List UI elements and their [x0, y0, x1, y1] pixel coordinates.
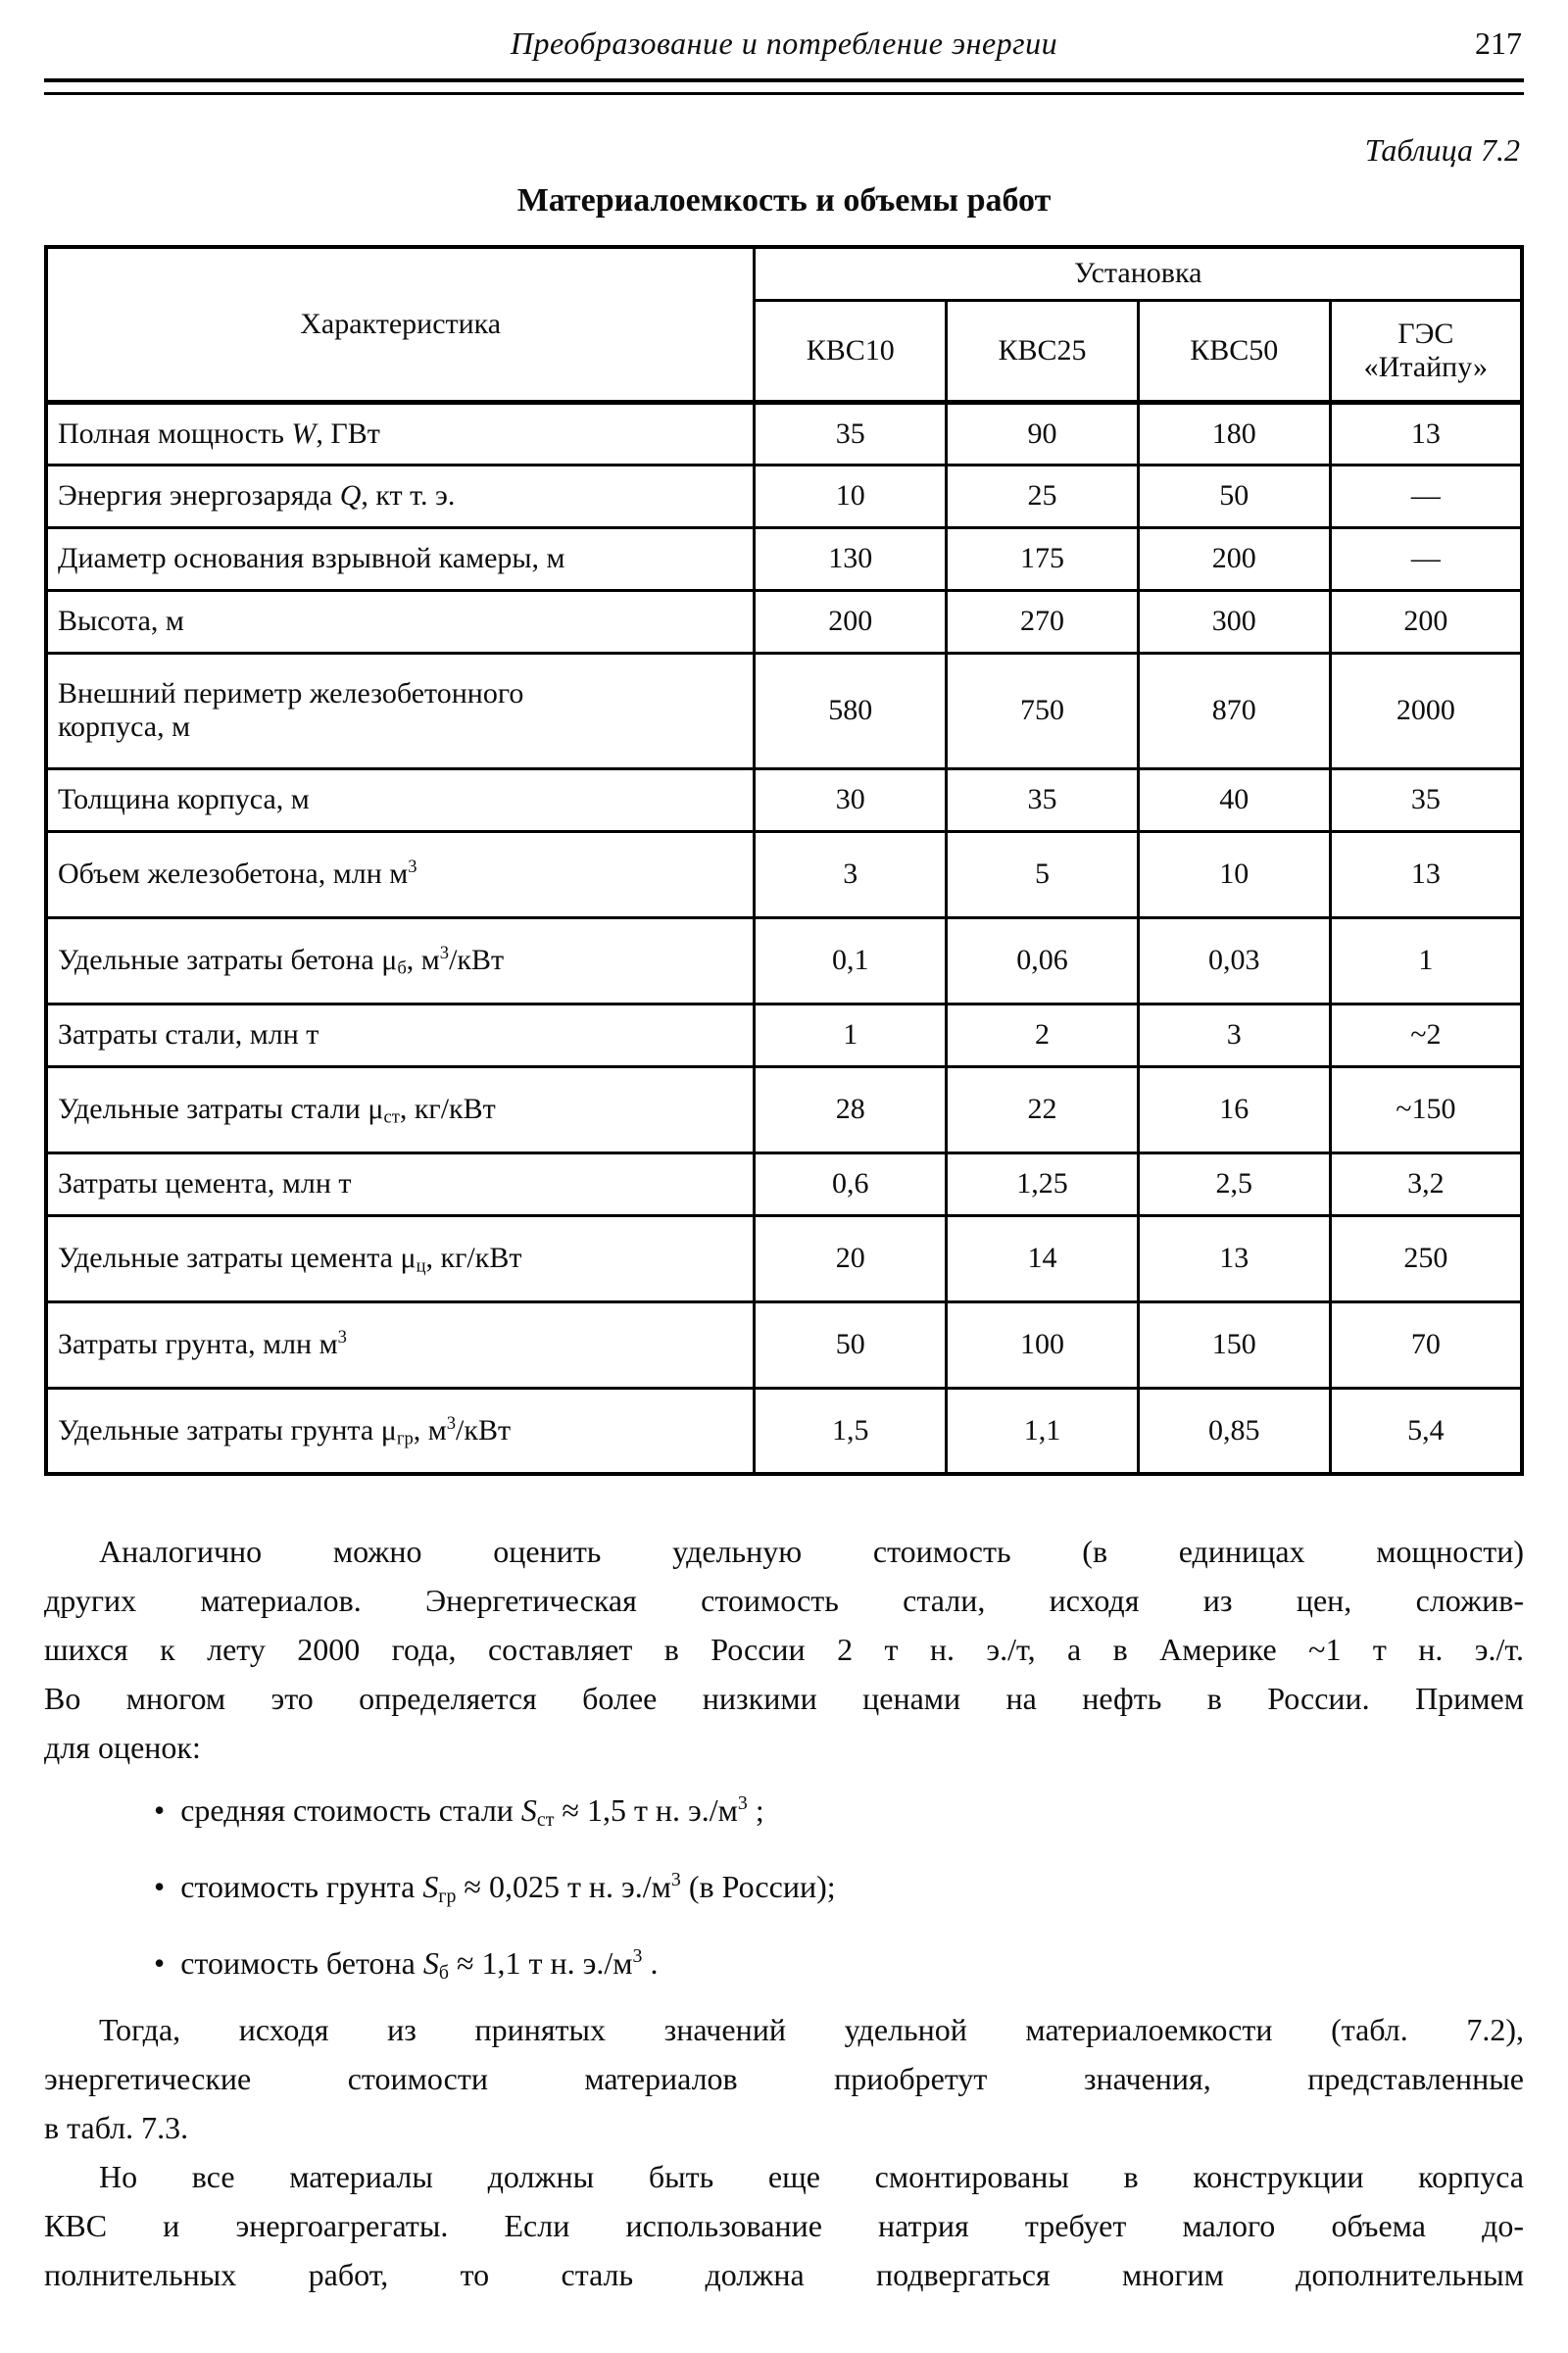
body-text: [44, 1527, 1524, 2299]
value-cell: 50: [1138, 465, 1330, 527]
text-line: полнительных работ, то сталь должна подвергаться многим дополнительным: [44, 2257, 1524, 2292]
column-header-1: КВС25: [947, 300, 1139, 402]
text-line: шихся к лету 2000 года, составляет в России 2 т н. э./т, а в Америке ~1 т н. э./т.: [44, 1632, 1524, 1667]
table-row: [46, 590, 1522, 653]
value-cell: 580: [755, 653, 947, 768]
value-cell: 1: [755, 1004, 947, 1066]
value-cell: 200: [1138, 527, 1330, 590]
row-label-cell: Удельные затраты бетона $\mu_б$, $м^3$/кВт: [46, 917, 755, 1004]
bullet-dot: •: [154, 1945, 166, 1981]
value-cell: 13: [1138, 1215, 1330, 1301]
table-row: [46, 831, 1522, 917]
value-cell: 25: [947, 465, 1139, 527]
value-cell: 1,1: [947, 1388, 1139, 1474]
value-cell: 5: [947, 831, 1139, 917]
table-row: [46, 1066, 1522, 1152]
value-cell: —: [1330, 527, 1522, 590]
value-cell: 2: [947, 1004, 1139, 1066]
text-line: Тогда, исходя из принятых значений удельной материалоемкости (табл. 7.2),: [99, 2012, 1524, 2047]
text-line: Аналогично можно оценить удельную стоимость (в единицах мощности): [99, 1534, 1524, 1569]
value-cell: 50: [755, 1301, 947, 1388]
value-cell: 175: [947, 527, 1139, 590]
value-cell: 270: [947, 590, 1139, 653]
text-line: других материалов. Энергетическая стоимость стали, исходя из цен, сложив-: [44, 1583, 1524, 1618]
value-cell: 13: [1330, 402, 1522, 465]
value-cell: 150: [1138, 1301, 1330, 1388]
value-cell: ~150: [1330, 1066, 1522, 1152]
bullet-dot: •: [154, 1792, 166, 1828]
value-cell: 16: [1138, 1066, 1330, 1152]
bullet-text: средняя стоимость стали $S_{ст} \approx 1,5$ т н. $э./м^3$ ;: [180, 1792, 764, 1831]
row-label-cell: Толщина корпуса, м: [46, 768, 755, 831]
row-label-cell: Объем железобетона, млн $м^3$: [46, 831, 755, 917]
text-line: КВС и энергоагрегаты. Если использование натрия требует малого объема до-: [44, 2208, 1524, 2243]
materials-table: [44, 245, 1524, 1476]
bullet-item: [44, 1938, 1524, 1987]
table-row: [46, 653, 1522, 768]
value-cell: 130: [755, 527, 947, 590]
value-cell: 35: [947, 768, 1139, 831]
value-cell: 300: [1138, 590, 1330, 653]
value-cell: 0,06: [947, 917, 1139, 1004]
value-cell: 3,2: [1330, 1152, 1522, 1215]
row-label-cell: Диаметр основания взрывной камеры, м: [46, 527, 755, 590]
page-header: [44, 25, 1524, 71]
bullet-item: [44, 1862, 1524, 1911]
paragraph: [44, 2005, 1524, 2152]
header-double-rule: [44, 78, 1524, 95]
table-row: [46, 1152, 1522, 1215]
value-cell: 200: [755, 590, 947, 653]
row-label-cell: Затраты стали, млн т: [46, 1004, 755, 1066]
value-cell: 2000: [1330, 653, 1522, 768]
value-cell: 40: [1138, 768, 1330, 831]
value-cell: 35: [1330, 768, 1522, 831]
value-cell: 0,1: [755, 917, 947, 1004]
column-header-0: КВС10: [755, 300, 947, 402]
table-title: Материалоемкость и объемы работ: [516, 182, 1052, 219]
value-cell: 13: [1330, 831, 1522, 917]
text-line: Во многом это определяется более низкими ценами на нефть в России. Примем: [44, 1681, 1524, 1716]
value-cell: 200: [1330, 590, 1522, 653]
value-cell: 0,85: [1138, 1388, 1330, 1474]
value-cell: 0,6: [755, 1152, 947, 1215]
value-cell: 1,25: [947, 1152, 1139, 1215]
row-label-cell: Внешний периметр железобетонного корпуса, м: [46, 653, 755, 768]
value-cell: 870: [1138, 653, 1330, 768]
value-cell: 750: [947, 653, 1139, 768]
row-label-cell: Затраты грунта, млн $м^3$: [46, 1301, 755, 1388]
materials-table-body: [46, 402, 1522, 1474]
text-line: для оценок:: [44, 1730, 201, 1765]
text-line: энергетические стоимости материалов приобретут значения, представленные: [44, 2061, 1524, 2096]
table-caption: Таблица 7.2: [1364, 132, 1520, 168]
value-cell: 3: [1138, 1004, 1330, 1066]
value-cell: 2,5: [1138, 1152, 1330, 1215]
column-header-2: КВС50: [1138, 300, 1330, 402]
value-cell: 28: [755, 1066, 947, 1152]
row-label-cell: Энергия энергозаряда Q, кт т. э.: [46, 465, 755, 527]
column-header-3: ГЭС «Итайпу»: [1330, 300, 1522, 402]
bullet-item: [44, 1786, 1524, 1835]
row-label-cell: Затраты цемента, млн т: [46, 1152, 755, 1215]
text-line: Но все материалы должны быть еще смонтированы в конструкции корпуса: [99, 2159, 1524, 2194]
value-cell: ~2: [1330, 1004, 1522, 1066]
row-label-cell: Высота, м: [46, 590, 755, 653]
table-row: [46, 402, 1522, 465]
table-row: [46, 1301, 1522, 1388]
column-header-characteristic: Характеристика: [46, 247, 755, 402]
paragraph: [44, 1527, 1524, 1772]
bullet-text: стоимость бетона $S_б \approx 1,1$ т н. $э./м^3$ .: [180, 1945, 659, 1984]
table-row: [46, 1215, 1522, 1301]
table-row: [46, 917, 1522, 1004]
value-cell: 180: [1138, 402, 1330, 465]
value-cell: 5,4: [1330, 1388, 1522, 1474]
value-cell: 10: [755, 465, 947, 527]
value-cell: 10: [1138, 831, 1330, 917]
column-group-header-installation: Установка: [755, 247, 1522, 300]
page-number: 217: [1475, 25, 1522, 61]
value-cell: 20: [755, 1215, 947, 1301]
table-row: [46, 527, 1522, 590]
table-row: [46, 1388, 1522, 1474]
value-cell: —: [1330, 465, 1522, 527]
value-cell: 250: [1330, 1215, 1522, 1301]
bullet-text: стоимость грунта $S_{гр} \approx 0,025$ т н. $э./м^3$ (в России);: [180, 1869, 836, 1907]
bullet-dot: •: [154, 1869, 166, 1904]
row-label-cell: Полная мощность W, ГВт: [46, 402, 755, 465]
running-head: Преобразование и потребление энергии: [510, 25, 1058, 61]
table-row: [46, 1004, 1522, 1066]
value-cell: 14: [947, 1215, 1139, 1301]
value-cell: 35: [755, 402, 947, 465]
row-label-cell: Удельные затраты стали $\mu_{ст}$, кг/кВт: [46, 1066, 755, 1152]
row-label-cell: Удельные затраты цемента $\mu_ц$, кг/кВт: [46, 1215, 755, 1301]
value-cell: 22: [947, 1066, 1139, 1152]
value-cell: 70: [1330, 1301, 1522, 1388]
value-cell: 1,5: [755, 1388, 947, 1474]
value-cell: 90: [947, 402, 1139, 465]
value-cell: 100: [947, 1301, 1139, 1388]
bullet-list: [44, 1786, 1524, 1987]
text-line: в табл. 7.3.: [44, 2110, 189, 2145]
paragraph: [44, 2152, 1524, 2299]
table-row: [46, 768, 1522, 831]
row-label-cell: Удельные затраты грунта $\mu_{гр}$, $м^3$/кВт: [46, 1388, 755, 1474]
materials-table-head: [46, 247, 1522, 402]
table-row: [46, 465, 1522, 527]
value-cell: 3: [755, 831, 947, 917]
value-cell: 30: [755, 768, 947, 831]
value-cell: 1: [1330, 917, 1522, 1004]
value-cell: 0,03: [1138, 917, 1330, 1004]
